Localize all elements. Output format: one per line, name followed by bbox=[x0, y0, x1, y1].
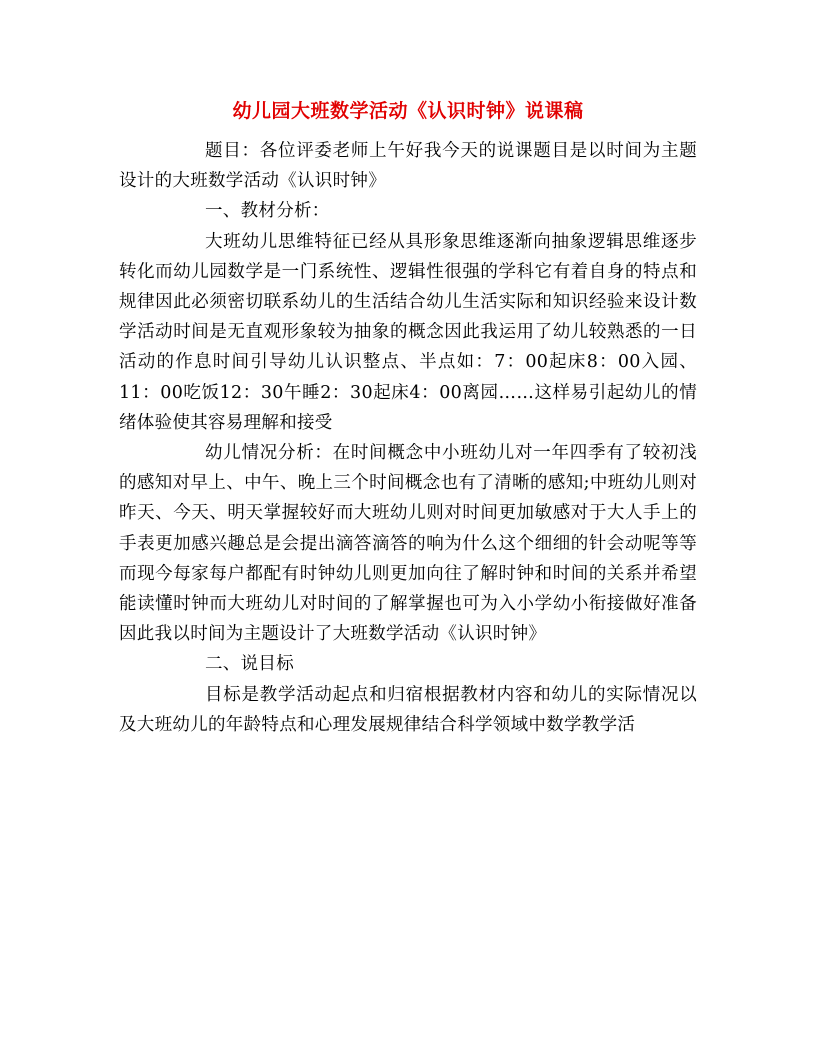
paragraph-topic: 题目：各位评委老师上午好我今天的说课题目是以时间为主题设计的大班数学活动《认识时钟》 bbox=[119, 141, 697, 192]
section-heading-objectives: 二、说目标 bbox=[205, 654, 294, 675]
section-heading-material-analysis: 一、教材分析： bbox=[205, 201, 330, 222]
document-body bbox=[119, 136, 697, 740]
paragraph-material-analysis: 大班幼儿思维特征已经从具形象思维逐渐向抽象逻辑思维逐步转化而幼儿园数学是一门系统性、逻辑性很强的学科它有着自身的特点和规律因此必须密切联系幼儿的生活结合幼儿生活实际和知识经验来设计数学活动时间是无直观形象较为抽象的概念因此我运用了幼儿较熟悉的一日活动的作息时间引导幼儿认识整点、半点如：7：00起床8：00入园、11：00吃饭12：30午睡2：30起床4：00离园……这样易引起幼儿的情绪体验使其容易理解和接受 bbox=[119, 231, 697, 433]
document-title: 幼儿园大班数学活动《认识时钟》说课稿 bbox=[232, 100, 584, 122]
paragraph-objectives: 目标是教学活动起点和归宿根据教材内容和幼儿的实际情况以及大班幼儿的年龄特点和心理发展规律结合科学领域中数学教学活 bbox=[119, 684, 697, 735]
paragraph-children-analysis: 幼儿情况分析：在时间概念中小班幼儿对一年四季有了较初浅的感知对早上、中午、晚上三个时间概念也有了清晰的感知;中班幼儿则对昨天、今天、明天掌握较好而大班幼儿则对时间更加敏感对于大人手上的手表更加感兴趣总是会提出滴答滴答的响为什么这个细细的针会动呢等等而现今每家每户都配有时钟幼儿则更加向往了解时钟和时间的关系并希望能读懂时钟而大班幼儿对时间的了解掌握也可为入小学幼小衔接做好准备因此我以时间为主题设计了大班数学活动《认识时钟》 bbox=[119, 443, 697, 645]
